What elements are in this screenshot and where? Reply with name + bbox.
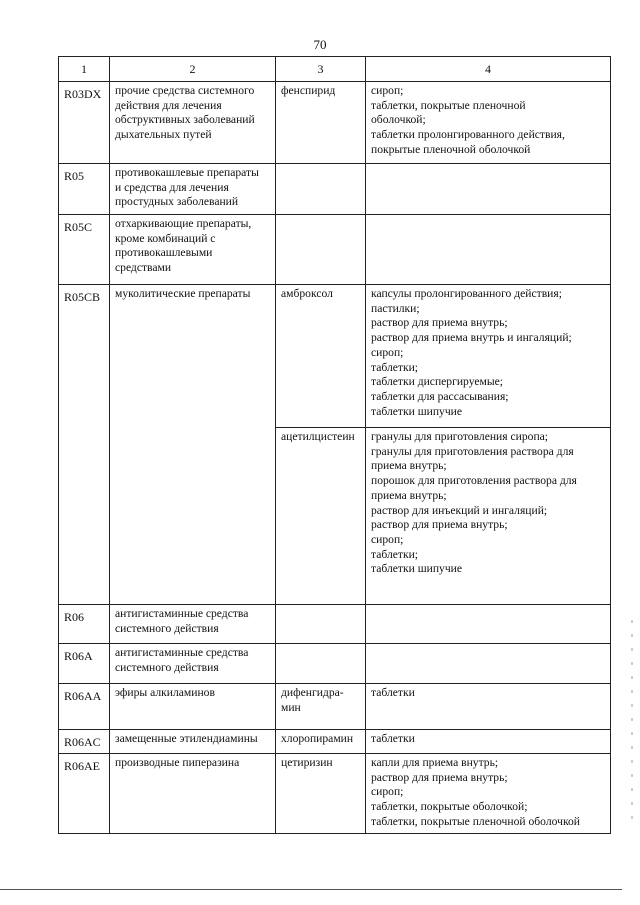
table-row (59, 285, 611, 428)
cell-line: цетиризин (281, 756, 333, 769)
dosage-forms-cell (366, 428, 611, 605)
cell-line: сироп; (371, 84, 404, 97)
table-body (59, 82, 611, 834)
cell-line: ацетилцистеин (281, 430, 355, 443)
cell-line: сироп; (371, 785, 404, 799)
drug-name-cell (276, 754, 366, 834)
group-name-cell (110, 164, 276, 215)
table-row (59, 644, 611, 684)
cell-line: кроме комбинаций с (115, 231, 216, 245)
cell-line: и средства для лечения (115, 180, 229, 194)
cell-line: таблетки пролонгированного действия, (371, 128, 565, 142)
cell-line: таблетки; (371, 360, 419, 374)
drug-table (58, 56, 611, 834)
cell-line: амброксол (281, 287, 333, 300)
cell-line: таблетки для рассасывания; (371, 389, 509, 403)
cell-line: раствор для приема внутрь и ингаляций; (371, 331, 572, 345)
group-name-cell (110, 215, 276, 285)
dosage-forms-cell (366, 684, 611, 730)
cell-line: дифенгидра- (281, 686, 344, 699)
group-name-cell (110, 605, 276, 644)
atc-code-cell: R05C (59, 215, 110, 285)
column-header: 4 (366, 57, 611, 82)
cell-line: таблетки шипучие (371, 562, 463, 576)
cell-line: противокашлевые препараты (115, 166, 259, 179)
column-header: 3 (276, 57, 366, 82)
dosage-forms-cell (366, 285, 611, 428)
cell-line: пастилки; (371, 301, 420, 315)
atc-code-cell: R06AA (59, 684, 110, 730)
bottom-rule (0, 889, 622, 890)
drug-name-cell (276, 82, 366, 164)
dosage-forms-cell (366, 164, 611, 215)
cell-line: таблетки, покрытые пленочной (371, 98, 526, 112)
cell-line: приема внутрь; (371, 488, 447, 502)
scan-margin-marks (631, 620, 633, 820)
cell-line: замещенные этилендиамины (115, 732, 258, 745)
cell-line: дыхательных путей (115, 128, 212, 142)
drug-name-cell (276, 644, 366, 684)
dosage-forms-cell (366, 215, 611, 285)
group-name-cell (110, 82, 276, 164)
dosage-forms-cell (366, 754, 611, 834)
drug-name-cell (276, 285, 366, 428)
cell-line: эфиры алкиламинов (115, 686, 215, 699)
drug-name-cell (276, 684, 366, 730)
cell-line: таблетки, покрытые оболочкой; (371, 800, 528, 814)
cell-line: таблетки (371, 732, 415, 745)
drug-name-cell (276, 164, 366, 215)
cell-line: фенспирид (281, 84, 336, 97)
dosage-forms-cell (366, 644, 611, 684)
cell-line: средствами (115, 261, 172, 275)
group-name-cell (110, 684, 276, 730)
column-header: 1 (59, 57, 110, 82)
cell-line: таблетки диспергируемые; (371, 375, 503, 389)
cell-line: обструктивных заболеваний (115, 113, 255, 127)
atc-code-cell: R06 (59, 605, 110, 644)
group-name-cell (110, 644, 276, 684)
atc-code-cell: R05 (59, 164, 110, 215)
table-row (59, 605, 611, 644)
group-name-cell (110, 285, 276, 605)
cell-line: прочие средства системного (115, 84, 255, 97)
drug-name-cell (276, 605, 366, 644)
table-row (59, 684, 611, 730)
cell-line: мин (281, 700, 301, 714)
dosage-forms-cell (366, 82, 611, 164)
cell-line: антигистаминные средства (115, 607, 249, 620)
cell-line: капсулы пролонгированного действия; (371, 287, 562, 300)
cell-line: антигистаминные средства (115, 646, 249, 659)
dosage-forms-cell (366, 605, 611, 644)
cell-line: приема внутрь; (371, 459, 447, 473)
drug-name-cell (276, 428, 366, 605)
cell-line: гранулы для приготовления раствора для (371, 444, 574, 458)
cell-line: системного действия (115, 660, 219, 674)
page-number: 70 (313, 37, 327, 52)
table-header-row (59, 57, 611, 82)
cell-line: гранулы для приготовления сиропа; (371, 430, 549, 443)
drug-name-cell (276, 730, 366, 754)
cell-line: производные пиперазина (115, 756, 240, 769)
cell-line: отхаркивающие препараты, (115, 217, 252, 230)
table-row (59, 164, 611, 215)
cell-line: сироп; (371, 345, 404, 359)
atc-code-cell: R06AE (59, 754, 110, 834)
cell-line: таблетки; (371, 547, 419, 561)
cell-line: таблетки, покрытые пленочной оболочкой (371, 814, 580, 828)
atc-code-cell: R05CB (59, 285, 110, 605)
cell-line: капли для приема внутрь; (371, 756, 499, 769)
atc-code-cell: R03DX (59, 82, 110, 164)
atc-code-cell: R06A (59, 644, 110, 684)
cell-line: простудных заболеваний (115, 195, 239, 209)
cell-line: системного действия (115, 621, 219, 635)
column-header: 2 (110, 57, 276, 82)
dosage-forms-cell (366, 730, 611, 754)
drug-name-cell (276, 215, 366, 285)
cell-line: оболочкой; (371, 113, 426, 127)
table-row (59, 215, 611, 285)
cell-line: противокашлевыми (115, 246, 213, 260)
cell-line: сироп; (371, 532, 404, 546)
cell-line: таблетки (371, 686, 415, 699)
cell-line: хлоропирамин (281, 732, 354, 745)
group-name-cell (110, 754, 276, 834)
cell-line: раствор для приема внутрь; (371, 316, 508, 330)
atc-code-cell: R06AC (59, 730, 110, 754)
cell-line: покрытые пленочной оболочкой (371, 142, 531, 156)
cell-line: раствор для приема внутрь; (371, 770, 508, 784)
cell-line: муколитические препараты (115, 287, 251, 300)
group-name-cell (110, 730, 276, 754)
cell-line: раствор для инъекций и ингаляций; (371, 503, 548, 517)
table-row (59, 82, 611, 164)
table-row (59, 730, 611, 754)
cell-line: таблетки шипучие (371, 404, 463, 418)
cell-line: порошок для приготовления раствора для (371, 474, 577, 488)
cell-line: действия для лечения (115, 98, 222, 112)
table-row (59, 754, 611, 834)
cell-line: раствор для приема внутрь; (371, 518, 508, 532)
